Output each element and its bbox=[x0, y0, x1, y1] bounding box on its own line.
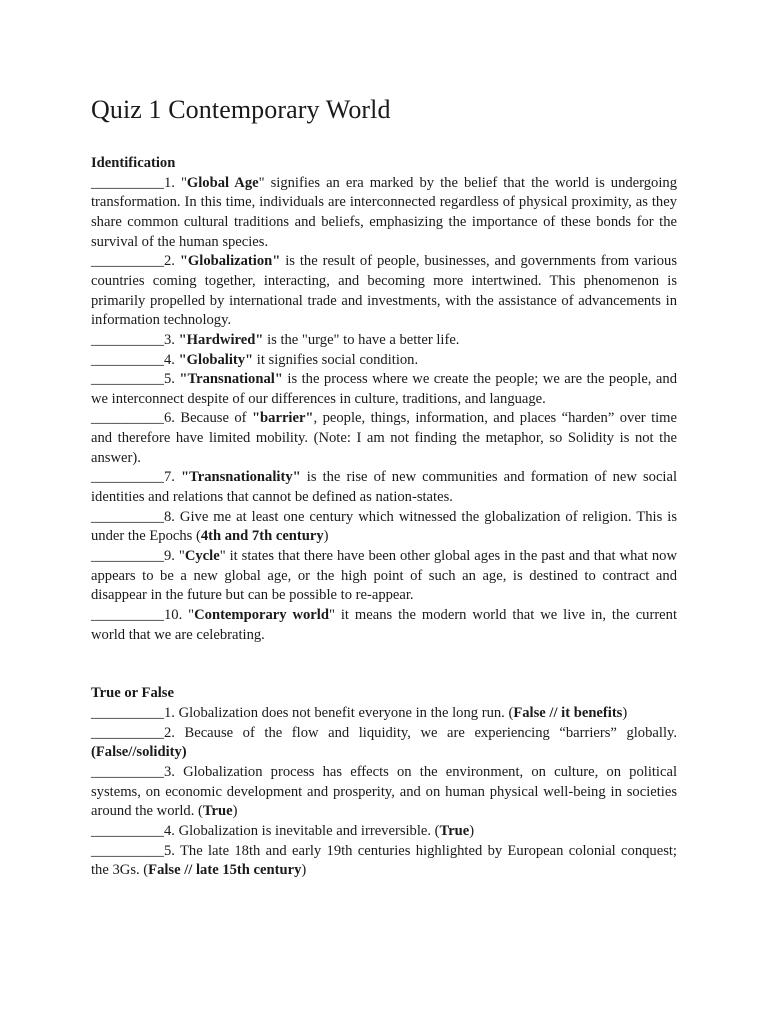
item-number: 5. bbox=[163, 842, 180, 859]
identification-item bbox=[91, 370, 677, 409]
item-number: 6. bbox=[163, 410, 181, 427]
identification-item bbox=[91, 468, 677, 507]
bold-answer-text: (False//solidity) bbox=[91, 744, 187, 761]
item-number: 5. bbox=[163, 371, 180, 388]
true-false-item bbox=[91, 704, 677, 724]
identification-heading: Identification bbox=[91, 155, 176, 171]
item-number: 8. bbox=[163, 508, 180, 525]
item-number: 2. bbox=[163, 253, 180, 270]
page-title: Quiz 1 Contemporary World bbox=[91, 95, 391, 124]
item-number: 1. bbox=[163, 704, 179, 721]
item-text: ) bbox=[301, 862, 307, 879]
identification-item bbox=[91, 351, 677, 371]
item-number: 4. bbox=[163, 822, 179, 839]
item-text: is the rise of new communities and formation of new social identities and relations that cannot be defined as nation-states. bbox=[91, 469, 678, 506]
bold-answer-text: "Globality" bbox=[178, 351, 254, 368]
true-false-list bbox=[91, 704, 677, 881]
item-text: " bbox=[188, 607, 195, 624]
true-false-item bbox=[91, 822, 677, 842]
item-number: 4. bbox=[163, 351, 179, 368]
item-text: , people, things, information, and places “harden” over time and therefore have limited mobility. (Note: I am not finding the metaphor, so Solidity is not the answer). bbox=[91, 410, 678, 466]
identification-item bbox=[91, 174, 677, 253]
bold-answer-text: "Globalization" bbox=[179, 253, 281, 270]
item-number: 3. bbox=[163, 331, 179, 348]
true-false-section bbox=[91, 684, 677, 881]
bold-answer-text: "Hardwired" bbox=[178, 331, 264, 348]
answer-blank: __________ bbox=[91, 351, 164, 368]
bold-answer-text: Global Age bbox=[186, 174, 259, 191]
item-text: " bbox=[178, 548, 185, 565]
item-text: Globalization does not benefit everyone in the long run. ( bbox=[178, 704, 514, 721]
answer-blank: __________ bbox=[91, 371, 164, 388]
item-number: 10. bbox=[163, 607, 189, 624]
item-text: Give me at least one century which witnessed the globalization of religion. This is under the Epochs ( bbox=[91, 508, 678, 545]
answer-blank: __________ bbox=[91, 607, 164, 624]
item-text: Because of the flow and liquidity, we are experiencing “barriers” globally. bbox=[184, 724, 677, 741]
item-text: it signifies social condition. bbox=[253, 351, 419, 368]
bold-answer-text: False // late 15th century bbox=[148, 862, 302, 879]
item-text: Globalization process has effects on the environment, on culture, on political systems, on economic development and prosperity, and on human physical well-being in societies around the world. ( bbox=[91, 763, 677, 820]
item-number: 2. bbox=[163, 724, 185, 741]
item-text: " bbox=[180, 174, 187, 191]
answer-blank: __________ bbox=[91, 842, 164, 859]
answer-blank: __________ bbox=[91, 763, 164, 780]
answer-blank: __________ bbox=[91, 508, 164, 525]
item-text: is the process where we create the people; we are the people, and we interconnect despite of our differences in culture, traditions, and language. bbox=[91, 371, 677, 407]
bold-answer-text: "Transnationality" bbox=[180, 469, 301, 486]
answer-blank: __________ bbox=[91, 410, 164, 427]
identification-item bbox=[91, 252, 677, 331]
item-text: " signifies an era marked by the belief that the world is undergoing transformation. In this time, individuals are interconnected regardless of physical proximity, as they share common cultural traditions and beliefs, emphasizing the importance of these bonds for the survival of the human species. bbox=[91, 174, 677, 250]
item-text: Because of bbox=[180, 410, 252, 427]
item-number: 1. bbox=[163, 174, 181, 191]
identification-item bbox=[91, 606, 677, 645]
item-number: 3. bbox=[163, 763, 184, 780]
item-text: is the result of people, businesses, and governments from various countries coming together, interacting, and becoming more intertwined. This phenomenon is primarily propelled by international trade and investments, with the assistance of advancements in information technology. bbox=[91, 253, 678, 329]
answer-blank: __________ bbox=[91, 724, 164, 741]
answer-blank: __________ bbox=[91, 822, 164, 839]
bold-answer-text: False // it benefits bbox=[513, 704, 623, 721]
item-text: ) bbox=[323, 528, 329, 545]
item-text: The late 18th and early 19th centuries highlighted by European colonial conquest; the 3Gs. ( bbox=[91, 842, 677, 879]
bold-answer-text: "Transnational" bbox=[179, 371, 283, 388]
bold-answer-text: Contemporary world bbox=[194, 607, 329, 624]
bold-answer-text: Cycle bbox=[184, 548, 220, 565]
item-text: Globalization is inevitable and irreversible. ( bbox=[178, 822, 440, 839]
identification-item bbox=[91, 508, 677, 547]
item-text: " it states that there have been other global ages in the past and that what now appears to be a new global age, or the high point of such an age, is destined to contract and disappear in the future but can be possible to re-appear. bbox=[91, 548, 677, 604]
answer-blank: __________ bbox=[91, 469, 164, 486]
true-false-item bbox=[91, 763, 677, 822]
document-page bbox=[91, 92, 677, 881]
answer-blank: __________ bbox=[91, 174, 164, 191]
bold-answer-text: 4th and 7th century bbox=[200, 528, 324, 545]
item-number: 9. bbox=[163, 548, 179, 565]
item-text: ) bbox=[232, 803, 238, 820]
identification-item bbox=[91, 331, 677, 351]
item-text: " it means the modern world that we live in, the current world that we are celebrating. bbox=[91, 607, 678, 643]
answer-blank: __________ bbox=[91, 331, 164, 348]
bold-answer-text: True bbox=[202, 803, 233, 820]
identification-item bbox=[91, 409, 677, 468]
identification-section bbox=[91, 154, 677, 645]
true-false-item bbox=[91, 724, 677, 763]
answer-blank: __________ bbox=[91, 548, 164, 565]
item-text: ) bbox=[622, 704, 628, 721]
identification-list bbox=[91, 174, 677, 646]
true-false-heading: True or False bbox=[91, 685, 174, 702]
true-false-item bbox=[91, 842, 677, 881]
answer-blank: __________ bbox=[91, 253, 164, 270]
item-text: ) bbox=[469, 822, 475, 839]
bold-answer-text: "barrier" bbox=[251, 410, 314, 427]
answer-blank: __________ bbox=[91, 704, 164, 721]
identification-item bbox=[91, 547, 677, 606]
bold-answer-text: True bbox=[439, 822, 470, 839]
section-spacer bbox=[91, 645, 677, 684]
item-number: 7. bbox=[163, 469, 181, 486]
item-text: is the "urge" to have a better life. bbox=[263, 331, 460, 348]
